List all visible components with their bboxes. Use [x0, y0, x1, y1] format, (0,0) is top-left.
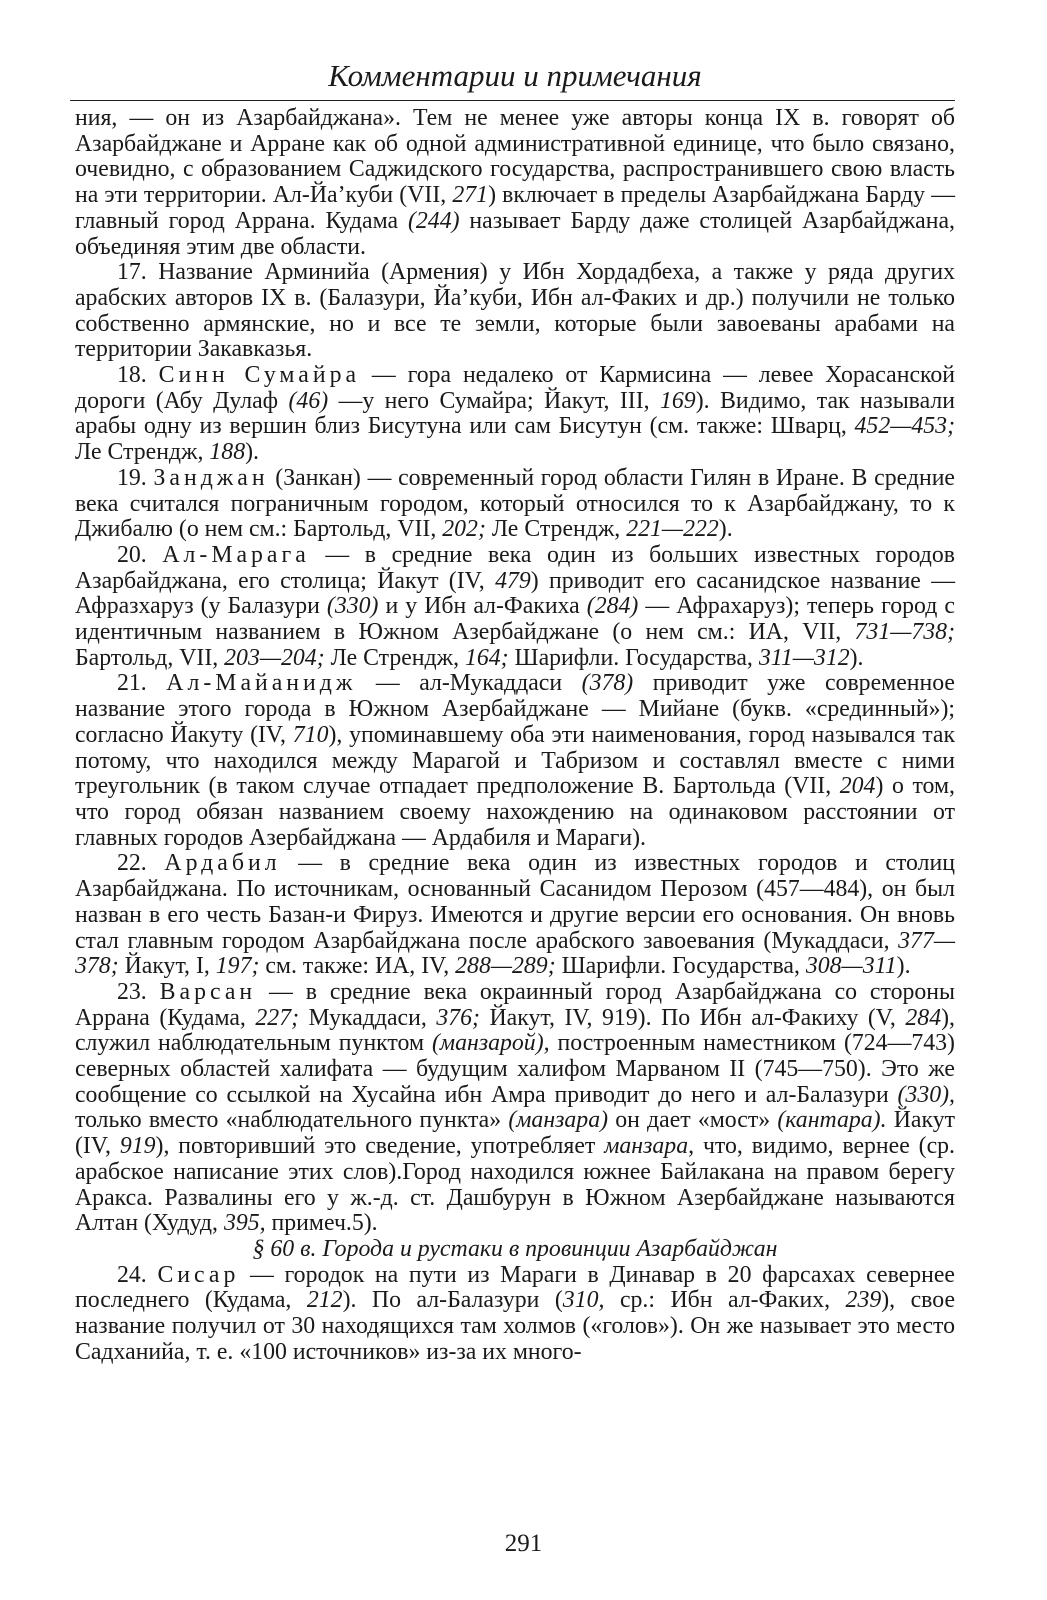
- text-run: — ал-Мукаддаси: [356, 670, 582, 697]
- text-run: что, видимо, вернее (ср. арабское написание этих слов).Город находился южнее Байлакана на правом берегу Аракса. Развалины его у ж.-д. ст. Дашбурун в Южном Азербайджане называются Алтан (Худуд,: [75, 1133, 955, 1237]
- italic-ref: 395,: [223, 1210, 266, 1237]
- text-run: Йакут, I,: [118, 953, 216, 980]
- italic-ref: 169: [660, 387, 696, 414]
- paragraph: [75, 543, 955, 672]
- text-run: ), повторивший это сведение, употребляет: [155, 1133, 605, 1160]
- text-run: Шарифли. Государства,: [555, 953, 806, 980]
- text-run: ).: [718, 516, 733, 543]
- paragraph: [75, 260, 955, 363]
- text-run: ).: [849, 644, 864, 671]
- text-run: — городок на пути из Мараги в Динавар в 20 фарсахах севернее последнего (Кудама,: [75, 1261, 955, 1314]
- italic-ref: 919: [119, 1133, 156, 1160]
- italic-ref: 164;: [464, 644, 509, 671]
- section-heading: [75, 1237, 955, 1263]
- italic-ref: 271: [452, 182, 489, 209]
- text-run: ния, — он из Азарбайджана». Тем не менее уже авторы конца IX в. говорят об Азарбайджане и Арране как об одной административной единице, что было связано, очевидно, с образованием Саджидского государства, распространившего свою власть на эти территории. Ал-Йа’куби (VII,: [75, 105, 955, 209]
- text-run: (Занкан) — современный город области Гилян в Иране. В средние века считался пограничным городом, который относился то к Азарбайджану, то к Джибалю (о нем см.: Бартольд, VII,: [75, 464, 955, 543]
- text-run: он дает «мост»: [608, 1107, 778, 1134]
- italic-ref: (284): [586, 593, 639, 620]
- text-run: ), служил наблюдательным пунктом: [75, 1004, 955, 1057]
- text-run: — гора недалеко от Кармисина — левее Хорасанской дороги (Абу Дулаф: [75, 362, 955, 414]
- italic-ref: 479: [495, 567, 531, 594]
- page-body: [75, 106, 955, 1365]
- italic-ref: (манзара): [508, 1107, 609, 1134]
- text-run: ). Видимо, так называли арабы одну из вершин близ Бисутуна или сам Бисутун (см. также: Шварц,: [75, 387, 955, 440]
- italic-ref: 204: [839, 773, 876, 800]
- italic-ref: 376;: [436, 1004, 480, 1031]
- spaced-term: Сисар: [157, 1261, 240, 1288]
- italic-ref: (330): [326, 593, 379, 620]
- italic-ref: 288—289;: [455, 953, 556, 980]
- italic-ref: 310,: [562, 1287, 605, 1314]
- italic-ref: 452—453;: [854, 413, 955, 440]
- text-run: ), свое название получил от 30 находящихся там холмов («голов»). Он же называет это место Садханийа, т. е. «100 источников» из-за их много-: [75, 1287, 956, 1365]
- text-run: построенным наместником (724—743) северных областей халифата — будущим халифом Марваном II (745—750). Это же сообщение со ссылкой на Хусайна ибн Амра приводит до него и ал-Балазури: [75, 1030, 955, 1108]
- text-run: ) приводит его сасанидское название — Афразхаруз (у Балазури: [75, 567, 956, 620]
- italic-ref: (330),: [897, 1081, 955, 1108]
- text-run: 17. Название Арминийа (Армения) у Ибн Хордадбеха, а также у ряда других арабских авторов IX в. (Балазури, Йа’куби, Ибн ал-Факих и др.) получили не только собственно армянские, но и все те земли, которые были завоеваны арабами на территории Закавказья.: [75, 259, 955, 363]
- text-run: ) о том, что город обязан названием своему нахождению на одинаковом расстоянии от главных городов Азербайджана — Ардабиля и Мараги).: [75, 773, 956, 851]
- spaced-term: Варсан: [159, 978, 257, 1005]
- text-run: Шарифли. Государства,: [508, 644, 759, 671]
- header-rule: [70, 100, 955, 101]
- italic-ref: манзара,: [604, 1133, 695, 1160]
- text-run: ) включает в пределы Азарбайджана Барду — главный город Аррана. Кудама: [75, 182, 955, 234]
- paragraph: [75, 980, 955, 1237]
- spaced-term: Занджан: [153, 464, 269, 491]
- text-run: 21.: [117, 670, 167, 697]
- text-run: ). По ал-Балазури (: [342, 1287, 563, 1314]
- text-run: § 60 в. Города и рустаки в провинции Азарбайджан: [252, 1235, 778, 1262]
- text-run: ).: [245, 439, 259, 466]
- text-run: Мукаддаси,: [299, 1004, 437, 1031]
- italic-ref: 239: [845, 1287, 882, 1314]
- text-run: Йакут (IV,: [75, 1107, 955, 1160]
- italic-ref: 377—378;: [75, 927, 955, 980]
- italic-ref: 308—311: [805, 953, 897, 980]
- text-run: Йакут, IV, 919). По Ибн ал-Факиху (V,: [479, 1004, 906, 1031]
- text-run: 24.: [117, 1261, 158, 1288]
- italic-ref: 202;: [442, 516, 486, 543]
- italic-ref: 212: [306, 1287, 343, 1314]
- running-header: Комментарии и примечания: [328, 58, 702, 93]
- italic-ref: 197;: [215, 953, 260, 980]
- paragraph: [75, 1263, 955, 1366]
- italic-ref: (244): [407, 207, 460, 234]
- text-run: Бартольд, VII,: [75, 644, 225, 671]
- page-number: 291: [504, 1530, 543, 1557]
- text-run: 18.: [117, 362, 159, 389]
- paragraph: [75, 466, 955, 543]
- paragraph: [75, 363, 955, 466]
- text-run: 22.: [117, 850, 165, 877]
- text-run: только вместо «наблюдательного пункта»: [75, 1107, 509, 1134]
- text-run: ср.: Ибн ал-Факих,: [604, 1287, 846, 1314]
- text-run: — в средние века окраинный город Азарбайджана со стороны Аррана (Кудама,: [75, 978, 955, 1031]
- spaced-term: Синн Сумайра: [158, 362, 361, 389]
- text-run: Ле Стрендж,: [75, 439, 210, 466]
- italic-ref: 710: [292, 721, 329, 748]
- text-run: Ле Стрендж,: [485, 516, 627, 543]
- italic-ref: 188: [209, 439, 246, 466]
- text-run: 19.: [117, 464, 154, 491]
- spaced-term: Ардабил: [164, 850, 281, 877]
- text-run: ).: [896, 953, 911, 980]
- italic-ref: 227;: [255, 1004, 300, 1031]
- italic-ref: (46): [288, 387, 329, 414]
- text-run: и у Ибн ал-Факиха: [378, 593, 587, 620]
- text-run: см. также: ИА, IV,: [259, 953, 456, 980]
- spaced-term: Ал-Марага: [162, 541, 310, 568]
- paragraph: [75, 671, 955, 851]
- text-run: приводит уже современное название этого города в Южном Азербайджане — Мийане (букв. «срединный»); согласно Йакуту (IV,: [75, 670, 955, 748]
- italic-ref: (манзарой),: [432, 1030, 550, 1057]
- text-run: — в средние века один из больших известных городов Азарбайджана, его столица; Йакут (IV,: [75, 541, 955, 594]
- italic-ref: (кантара).: [777, 1107, 887, 1134]
- italic-ref: 221—222: [626, 516, 719, 543]
- italic-ref: 203—204;: [224, 644, 325, 671]
- paragraph: [75, 851, 955, 980]
- italic-ref: 284: [905, 1004, 942, 1031]
- text-run: —у него Сумайра; Йакут, III,: [328, 387, 660, 414]
- italic-ref: (378): [581, 670, 634, 697]
- text-run: Ле Стрендж,: [324, 644, 465, 671]
- text-run: 20.: [117, 541, 163, 568]
- text-run: — Афрахаруз); теперь город с идентичным названием в Южном Азербайджане (о нем см.: ИА, VII,: [75, 593, 955, 646]
- spaced-term: Ал-Майанидж: [166, 670, 357, 697]
- text-run: 23.: [117, 978, 160, 1005]
- text-run: ), упоминавшему оба эти наименования, город назывался так потому, что находился между Марагой и Табризом и составлял вместе с ними треугольник (в таком случае отпадает предположение В. Бартольда (VII,: [75, 721, 956, 800]
- italic-ref: 311—312: [758, 644, 850, 671]
- text-run: называет Барду даже столицей Азарбайджана, объединяя этим две области.: [75, 207, 955, 260]
- paragraph: [75, 106, 955, 260]
- text-run: — в средние века один из известных городов и столиц Азарбайджана. По источникам, основанный Сасанидом Перозом (457—484), он был назван в его честь Базан-и Фируз. Имеются и другие версии его основания. Он вновь стал главным городом Азарбайджана после арабского завоевания (Мукаддаси,: [75, 850, 955, 954]
- italic-ref: 731—738;: [854, 619, 955, 646]
- text-run: примеч.5).: [265, 1210, 378, 1237]
